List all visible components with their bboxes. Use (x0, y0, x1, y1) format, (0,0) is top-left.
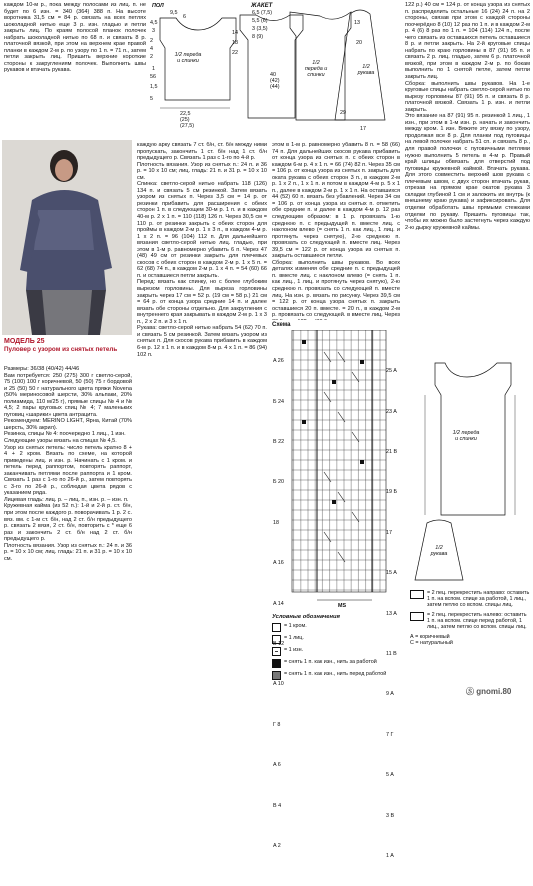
model-photo (2, 140, 132, 335)
legend-item-label: = снять 1 п. как изн., нить перед работой (284, 671, 387, 677)
row-label: Г 8 (273, 721, 281, 728)
dim-left-4: 2 (150, 38, 153, 44)
legend-item (272, 647, 400, 656)
dim-mid-6: 40 (270, 72, 276, 78)
row-label: 1 A (386, 853, 394, 860)
symbol-slip-back-icon (272, 659, 281, 668)
row-label: 23 A (386, 408, 397, 415)
dim-mid-1: 5,5 (6) (252, 18, 268, 24)
cross-right-icon (410, 590, 424, 599)
scheme-grid (272, 330, 402, 608)
legend-item-label: = 2 пец. перекрестить направо: оставить 1 п. на вспом. спице за работой, 1 лиц., затем петлю со вспом. спицы лиц. (427, 590, 530, 608)
dim-mid-0: 6,5 (7,5) (252, 10, 273, 16)
legend-item-label: = 1 кром. (284, 623, 307, 629)
scheme-rows-left (273, 331, 291, 876)
dim-left-12: 56 (150, 74, 156, 80)
row-label: 21 B (386, 449, 398, 456)
pattern-mid-front (240, 15, 303, 118)
legend-item (272, 635, 400, 644)
row-label: A 16 (273, 560, 284, 567)
scheme-title: Схема (272, 322, 291, 328)
dim-left-9: 18 (232, 40, 238, 46)
dim-sleeve-3: 17 (360, 126, 366, 132)
legend-item (410, 590, 530, 608)
dim-sleeve-2: 29 (340, 110, 346, 116)
model25-front-label: 1/2 переда и спинки (452, 430, 480, 442)
dim-left-11: 1,5 (150, 84, 158, 90)
dim-left-0: 9,5 (170, 10, 178, 16)
legend-item-label: = 2 пец. перекрестить налево: оставить 1 п. на вспом. спице перед работой, 1 лиц., затем петлю со вспом. спицы лиц. (427, 612, 527, 630)
dim-left-1: 6 (183, 14, 186, 20)
dim-left-13: 5 (150, 96, 153, 102)
dim-mid-2: 3 (3,5) (252, 26, 268, 32)
legend-item-label: = снять 1 п. как изн., нить за работой (284, 659, 377, 665)
legend-list (272, 623, 400, 683)
legend-item (272, 671, 400, 680)
row-label: 18 (273, 519, 279, 526)
legend-item (272, 623, 400, 632)
label-front-back-2: 1/2 переда и спинки (304, 60, 328, 78)
row-label: A 14 (273, 600, 284, 607)
dim-sleeve-1: 20 (356, 40, 362, 46)
dim-left-8: 14 (232, 30, 238, 36)
row-label: Б 24 (273, 398, 285, 405)
scheme-rows-right (386, 341, 404, 886)
row-label: 9 A (386, 691, 394, 698)
watermark: Ⓢ gnomi.80 (466, 687, 512, 696)
row-label: B 22 (273, 439, 285, 446)
dim-sleeve-0: 13 (354, 20, 360, 26)
scheme-ms-label: MS (338, 603, 347, 609)
model-title: МОДЕЛЬ 25 (4, 338, 45, 345)
row-label: 13 A (386, 610, 397, 617)
symbol-slip-front-icon (272, 671, 281, 680)
dim-mid-7: (42) (270, 78, 280, 84)
dim-mid-8: (44) (270, 84, 280, 90)
model25-sleeve-label: 1/2 рукава (430, 545, 448, 557)
model-text: Размеры: 36/38 (40/42) 44/46 Вам потребуется: 250 (275) 300 г светло-серой, 75 (100) 100 г коричневой, 50 (50) 75 г бордовой и 25 (50) 50 г натурального цвета пряжи Novena (50% мериносовой шерсти, 30% альпаки, 20% полиамида, 110 м/25 г), прямые спицы № 4 и № 4,5; 2 пары круговых спиц № 4; 7 маленьких пуговиц «шарики» цвета антрацита. Рекомендуем: MERINO LIGHT, Ярна, Китай (70% шерсть, 30% акрил). Резинка, спицы № 4: поочередно 1 лиц., 1 изн. Следующие узоры вязать на спицах № 4,5. Узор из снятых петель: число петель кратно 8 + 4 + 2 кром. Вязать по схеме, на которой приведены лиц. и изн. р. Начинать с 1 кром. и петель перед раппортом, повторять раппорт, заканчивать петлями после раппорта и 1 кром. Связать 1 раз с 1-го по 26-й р., затем повторять с 3-го по 26-й р., соблюдая цвета рядов с указанием ряда. Лицевая гладь: лиц. р. – лиц. п., изн. р. – изн. п. Кружевная кайма (из 52 п.): 1-й и 2-й р. ст. б/н, при этом после каждого р. поворачивать 1 р. 2 с. вяз. вм. с 1-м ст. б/н, над 2 ст. б/н предыдущего р. связать 2 вязя, 2 ст. б/н, повторить с * еще 6 раз и закончить 2 ст. б/н над 2 ст. б/н предыдущего р. Плотность вязания. Узор из снятых п.: 24 п. и 36 р. = 10 х 10 см; лиц. гладь: 21 п. и 31 р. = 10 х 10 см. (4, 366, 132, 562)
legend-right (410, 590, 530, 646)
label-top-left: ПОЛ (152, 3, 164, 9)
row-label: 11 B (386, 651, 397, 658)
dim-left-16: (27,5) (180, 123, 195, 129)
dim-left-14: 22,5 (180, 111, 191, 117)
row-label: A 10 (273, 681, 284, 688)
color-legend-item: А = коричневый (410, 634, 450, 640)
dim-left-2: 4,5 (150, 20, 158, 26)
row-label: 5 A (386, 772, 394, 779)
top-left-text: каждом 10-м р., пока между полосами из лиц. п. не будет по 6 изн. = 340 (364) 388 п. На высоте воротника 31,5 см = 84 р. связать на всех петлях шоколадной нитью еще 3 р. изн. гладью и петли закрыть лиц. По краям полосой планок полочек набрать шоколадной нитью по 68 п. и связать 8 р. платочной вязкой, при этом на верхнем крае правой планки в каждом 2-м р. по узору по 1 п. = 71 п., затем петли закрыть лиц. Пришить верхние короткие стороны к закруглениям полочек. Выполнить швы рукавов и втачать рукава. (4, 2, 146, 74)
dim-left-5: 4 (150, 46, 153, 52)
dim-left-3: 3 (152, 28, 155, 34)
column-3-text: этом в 1-м р. равномерно убавить 8 п. = 58 (66) 74 п. Для дальнейших скосов рукава прибавить от конца узора из снятых п. с обеих сторон в каждом 6-м р. 4 х 1 п. = 66 (74) 82 п. Через 35 см = 106 р. от конца узора из снятых п. закрыть для оката рукава с обеих сторон 3 п., в каждом 2-м р. 1 х 2 п., 1 х 1 п. и потом в каждом 4-м р. 5 х 1 п., далее в каждом 2-м р. 1 х 1 п. На оставшихся 44 (52) 60 п. вязать без убавлений. Через 34 см = 106 р. от конца узора из снятых п. отметить обе средние п. и далее в каждом 4-м р. 12 раз следующим образом: в 1 р. провязать 1-ю среднюю п. с предыдущей п. вместе лиц. с наклоном влево (= снять 1 п. как лиц., 1 лиц. и протянуть через снятую), 2-ю среднюю п. провязать со следующей п. вместе лиц. Через 39,5 см = 122 р. от конца узора из снятых п. закрыть оставшиеся петли. Сборка: выполнить швы рукавов. Во всех деталях изменяя обе средние п. с предыдущей п. вместе лиц. с наклоном влево (= снять 1 п. как лиц., 1 лиц. и протянуть через снятую), 2-ю среднюю п. провязать со следующей п. вместе лиц. На изн. р. вязать по рисунку. Через 39,5 см = 122 р. от конца узора снятых п. закрыть оставшиеся 20 п. вместе. = 20 п., в каждом 2-м р. провязать со следующей. в вместе лиц. Через (272, 142, 400, 319)
legend-item-label: = 1 лиц. (284, 635, 304, 641)
dim-left-6: 2 (150, 54, 153, 60)
row-label: 15 A (386, 570, 397, 577)
model-subtitle: Пуловер с узором из снятых петель (4, 346, 118, 353)
symbol-knit-icon (272, 635, 281, 644)
row-label: A 6 (273, 762, 281, 769)
row-label: 19 Б (386, 489, 398, 496)
label-sleeve: 1/2 рукава (357, 64, 375, 76)
symbol-purl-icon (272, 647, 281, 656)
legend-item (410, 612, 530, 630)
row-label: A 2 (273, 843, 281, 850)
model25-pattern (405, 355, 530, 585)
row-label: Б 20 (273, 479, 285, 486)
legend-item-label: = 1 изн. (284, 647, 304, 653)
color-legend-item: C = натуральный (410, 640, 453, 646)
label-front-back: 1/2 переда и спинки (174, 52, 202, 64)
column-2-text: каждую арку связать 7 ст. б/н, ст. б/н между ними пропускать, закончить 1 ст. б/н над 1 ст. б/н предыдущего р. Связать 1 раз с 1-го по 4-й р. Плотность вязания. Узор из снятых п.: 24 п. и 36 р. = 10 х 10 см; лиц. гладь: 21 п. и 31 р. = 10 х 10 см. Спинка: светло-серой нитью набрать 118 (126) 134 п. и связать 5 см резинкой. Затем вязать узором из снятых п. Через 3,5 см = 14 р. от резинки прибавить для расширения с обеих сторон 1 п. в следующем 30-м р. 1 п. и в каждом 40-м р. 2 х 1 п. = 110 (118) 126 п. Через 30,5 см = 110 р. от резинки закрыть с обеих сторон для проймы в каждом 2-м р. 1 х 3 п., в каждом 4-м р. 1 х 2 п. = 96 (104) 112 п. Для дальнейшего вязания светло-серой нитью лиц. гладью, при этом в 1-м р. равномерно убавить 6 п. Через 47 (48) 49 см от резинки закрыть для плечевых скосов с обеих сторон в каждом 2-м р. 1 х 5 п. = 62 (68) 74 п., в каждом 2-м р. 1 х 4 п. = 54 (60) 66 п. и оставшиеся петли закрыть. Перед: вязать как спинку, но с более глубоким вырезом горловины. Для выреза горловины закрыть через 17 см = 52 р. (19 см = 58 р.) 21 см = 64 р. от конца узора средние 14 п. и далее вязать обе стороны отдельно. Для закругления с внутреннего края закрывать в каждом 2-м р. 1 х 3 п., 2 х 2 п. и 3 х 1 п. Рукава: светло-серой нитью набрать 54 (62) 70 п. и связать 5 см резинкой. Затем вязать узором из снятых п. Для скосов рукава прибавить в каждом 6-м р. 12 х 1 п. и в каждом 8-м р. 4 х 1 п. = 86 (94) 102 п. (137, 142, 267, 358)
model-figure (2, 140, 132, 335)
dim-mid-3: 8 (9) (252, 34, 264, 40)
legend-title: Условные обозначения (272, 614, 340, 620)
cross-left-icon (410, 612, 424, 621)
row-label: B 4 (273, 802, 282, 809)
row-label: 17 (386, 529, 392, 536)
label-jacket: ЖАКЕТ (251, 3, 273, 9)
symbol-edge-icon (272, 623, 281, 632)
row-label: A 26 (273, 358, 284, 365)
row-label: B 12 (273, 641, 285, 648)
dim-left-15: (25) (180, 117, 190, 123)
row-label: 7 Г (386, 731, 394, 738)
legend-item (272, 659, 400, 668)
dim-left-7: 1 (152, 66, 155, 72)
dim-left-10: 22 (232, 50, 238, 56)
top-right-text: 122 р.) 40 см = 124 р. от конца узора из снятых п. распределить остальные 16 (24) 24 п. на 2 стороны, связав при этом с каждой стороны поочерёдно 8 (10) 12 раз по 1 п. и в каждом 2-м р. 4 (6) 8 раз по 1 п. = 104 (114) 124 п., после чего связать из оставшихся петель оставшиеся 8 р. и петли закрыть. На 2-й круговые спицы набрать по краю горловины в 87 (91) 95 п. и связать 2 р. лиц. гладью, затем 6 р. платочной вязкой, при этом в каждом 2-м р. по бокам выполнить по 1 снятой петле, затем петли закрыть лиц. Сборка: выполнить швы рукавов. На 1-е круговые спицы набрать светло-серой нитью по вырезу горловины 87 (91) 95 п. и связать 8 р. платочной вязкой. Связать 1 р. изн. и петли закрыть. Это вязание на 87 (91) 95 п. резинкой 1 лиц., 1 изн., при этом в 1-м изн. р. начать и закончить между кром. 1 изн. Вяжите эту вязку по узору, продолжая все 8 р. Для планки под пуговицы на левой полочке набрать 51 сп. и связать 8 р., для правой полочки с пуговичными петлями нужно выполнить 5 петель в 4-м р. Правый край шлицы обвязать для отверстий под пуговицы кружевной каймой. Втачать рукава. Для этого совместить верхний шов рукава с плечевым швом, с двух сторон втачать рукав, отрезав на прямом крае окатов рукава 3 складки глубиной 1 см и заложить их внутрь (к внешнему краю рукава) и зафиксировать. Для отделки обработать швы прямыми стежками отделки по рукаву. Пришить пуговицы так, чтобы их можно было застегнуть через каждую 2-ю дырку кружевной каймы. (405, 2, 530, 231)
row-label: 25 A (386, 368, 397, 375)
row-label: 3 B (386, 812, 395, 819)
